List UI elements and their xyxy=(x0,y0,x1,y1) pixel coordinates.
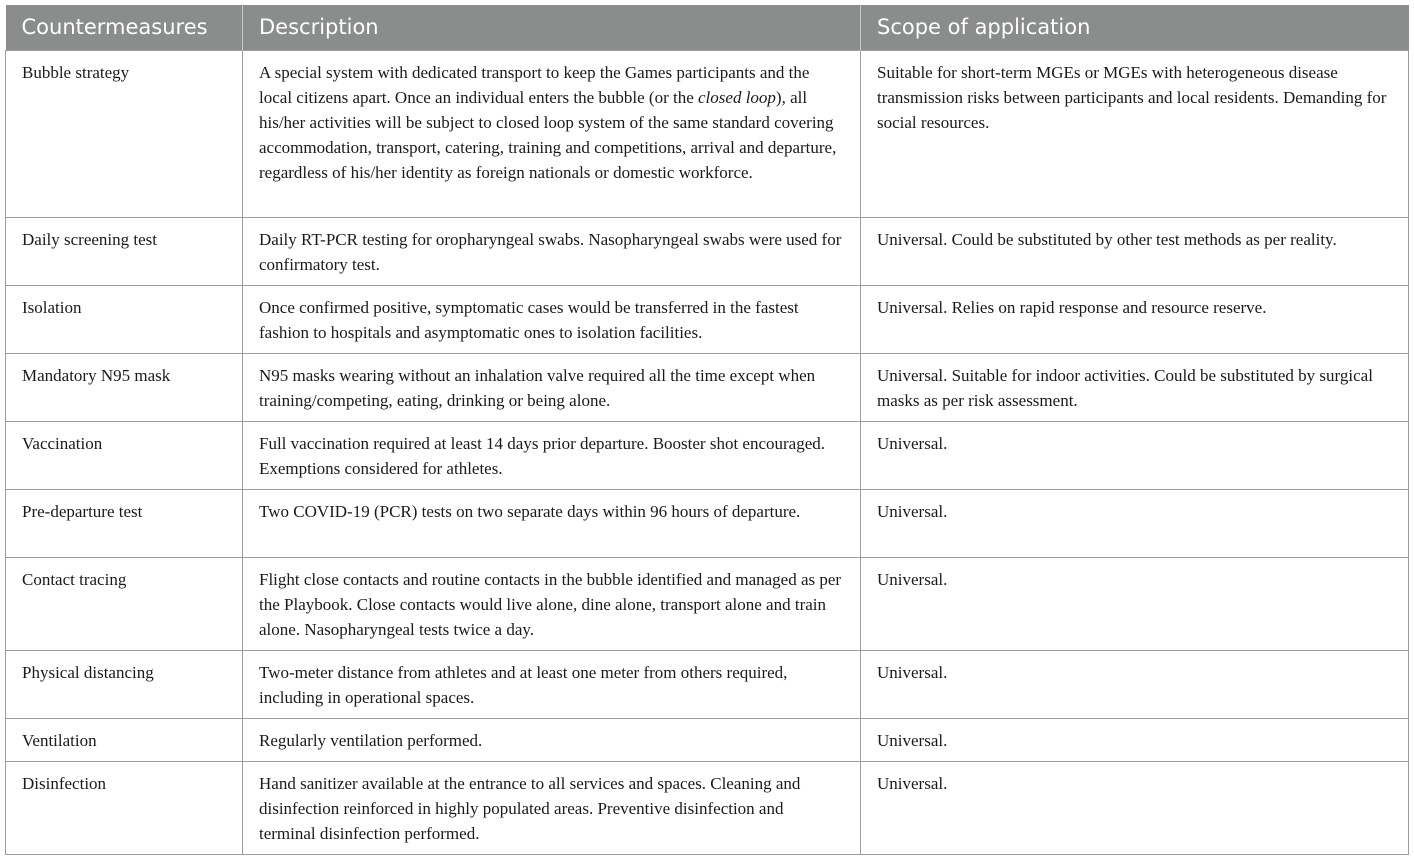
countermeasure-description: Full vaccination required at least 14 days prior departure. Booster shot encouraged. Exemptions considered for athletes. xyxy=(243,422,861,490)
countermeasure-description: Two COVID-19 (PCR) tests on two separate days within 96 hours of departure. xyxy=(243,490,861,558)
countermeasure-name: Disinfection xyxy=(6,762,243,855)
countermeasure-scope: Universal. xyxy=(861,762,1409,855)
table-row xyxy=(6,354,1409,422)
countermeasure-description: Daily RT-PCR testing for oropharyngeal swabs. Nasopharyngeal swabs were used for confirmatory test. xyxy=(243,218,861,286)
countermeasure-description: N95 masks wearing without an inhalation valve required all the time except when training/competing, eating, drinking or being alone. xyxy=(243,354,861,422)
header-scope: Scope of application xyxy=(861,5,1409,51)
table-row xyxy=(6,51,1409,218)
header-row xyxy=(6,5,1409,51)
header-description: Description xyxy=(243,5,861,51)
countermeasure-name: Bubble strategy xyxy=(6,51,243,218)
countermeasure-scope: Universal. xyxy=(861,651,1409,719)
countermeasure-description: Regularly ventilation performed. xyxy=(243,719,861,762)
countermeasure-scope: Universal. Suitable for indoor activities. Could be substituted by surgical masks as per risk assessment. xyxy=(861,354,1409,422)
countermeasure-scope: Universal. Relies on rapid response and resource reserve. xyxy=(861,286,1409,354)
table-row xyxy=(6,286,1409,354)
countermeasure-name: Mandatory N95 mask xyxy=(6,354,243,422)
countermeasure-name: Physical distancing xyxy=(6,651,243,719)
description-emphasis: closed loop xyxy=(698,88,776,107)
table-row xyxy=(6,490,1409,558)
table-row xyxy=(6,558,1409,651)
countermeasure-name: Vaccination xyxy=(6,422,243,490)
countermeasures-table xyxy=(5,5,1409,855)
countermeasure-name: Daily screening test xyxy=(6,218,243,286)
countermeasure-description: Two-meter distance from athletes and at least one meter from others required, including in operational spaces. xyxy=(243,651,861,719)
description-text: A special system with dedicated transport to keep the Games participants and the local citizens apart. Once an individual enters the bubble (or the xyxy=(259,63,810,107)
countermeasure-description: Hand sanitizer available at the entrance to all services and spaces. Cleaning and disinfection reinforced in highly populated areas. Preventive disinfection and terminal disinfection performed. xyxy=(243,762,861,855)
description-text: ), all his/her activities will be subject to closed loop system of the same standard covering accommodation, transport, catering, training and competitions, arrival and departure, regardless of his/her identity as foreign nationals or domestic workforce. xyxy=(259,88,837,182)
table-body xyxy=(6,51,1409,855)
countermeasure-description xyxy=(243,51,861,218)
countermeasure-description: Flight close contacts and routine contacts in the bubble identified and managed as per the Playbook. Close contacts would live alone, dine alone, transport alone and train alone. Nasopharyngeal tests twice a day. xyxy=(243,558,861,651)
table-row xyxy=(6,422,1409,490)
countermeasure-scope: Universal. Could be substituted by other test methods as per reality. xyxy=(861,218,1409,286)
header-countermeasures: Countermeasures xyxy=(6,5,243,51)
table-header xyxy=(6,5,1409,51)
countermeasure-scope: Universal. xyxy=(861,490,1409,558)
countermeasure-name: Contact tracing xyxy=(6,558,243,651)
countermeasure-scope: Universal. xyxy=(861,558,1409,651)
countermeasure-scope: Suitable for short-term MGEs or MGEs with heterogeneous disease transmission risks between participants and local residents. Demanding for social resources. xyxy=(861,51,1409,218)
countermeasure-scope: Universal. xyxy=(861,422,1409,490)
countermeasure-description: Once confirmed positive, symptomatic cases would be transferred in the fastest fashion to hospitals and asymptomatic ones to isolation facilities. xyxy=(243,286,861,354)
countermeasure-name: Ventilation xyxy=(6,719,243,762)
countermeasure-scope: Universal. xyxy=(861,719,1409,762)
table-row xyxy=(6,651,1409,719)
table-row xyxy=(6,218,1409,286)
countermeasure-name: Isolation xyxy=(6,286,243,354)
table-row xyxy=(6,719,1409,762)
table-row xyxy=(6,762,1409,855)
countermeasure-name: Pre-departure test xyxy=(6,490,243,558)
